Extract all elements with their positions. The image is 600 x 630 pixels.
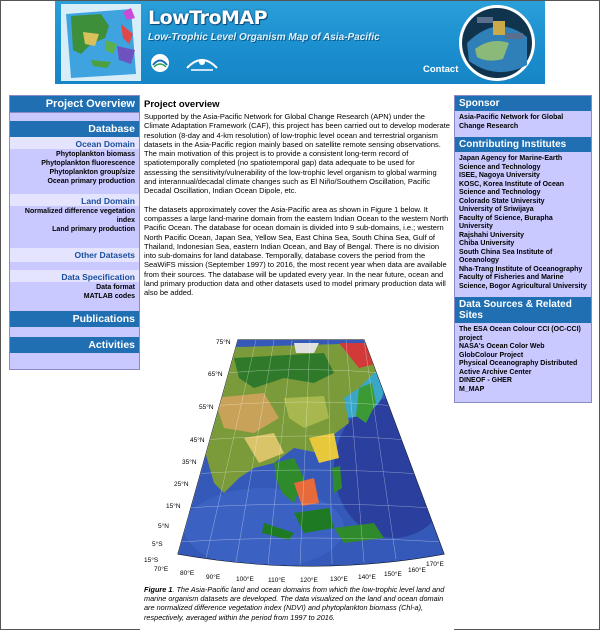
right-sidebar [454,95,592,403]
institute-link[interactable]: Rajshahi University [459,231,524,239]
asia-pacific-domain-map [144,328,450,586]
lat-label-5n: 5°N [158,523,169,530]
lon-label-150e: 150°E [384,571,402,578]
nav-item-phytoplankton-group-size[interactable]: Phytoplankton group/size [49,169,135,176]
site-logo-subtitle: Low-Trophic Level Organism Map of Asia-Pacific [148,32,380,43]
sponsor-link-apn[interactable]: Asia-Pacific Network for Global Change Research [459,114,564,130]
lat-label-15s: 15°S [144,557,159,564]
nav-ocean-domain[interactable]: Ocean Domain [10,137,139,149]
institute-link[interactable]: Japan Agency for Marine-Earth Science and Technology [459,155,563,171]
institute-link[interactable]: University of Sriwijaya [459,206,534,213]
lat-label-55n: 55°N [199,404,214,411]
lon-label-140e: 140°E [358,574,376,581]
figure-caption-label: Figure 1 [144,585,173,594]
nav-data-specification[interactable]: Data Specification [10,270,139,282]
data-spec-list [10,282,139,301]
banner-map-image [61,4,141,81]
source-link[interactable]: Physical Oceanography Distributed Active Archive Center [459,360,578,376]
nav-item-ndvi[interactable]: Normalized difference vegetation index [24,208,135,224]
overview-paragraph-1: Supported by the Asia-Pacific Network for Global Change Research (APN) under the Climate Adaptation Framework (CAF), this project has been carried out to develop moderate resolution (8-day and 4-km resolution) of low-trophic level ocean and terrestrial organism datasets in the Asia-Pacific region mainly based on satellite remote sensing observations. The main motivation of this project is to provide a consistent long-term record of spatiotemporally completed (no spatiotemporal gap) data adequate to be used for assessing the sensitivity/vulnerability of the low-trophic level organism to global warming and interannual/decadal climate changes such as El Niño/Southern Oscillation, Pacific Decadal Oscillation, Indian Ocean Dipole, etc. [144,112,450,196]
nav-publications[interactable]: Publications [10,311,139,327]
nav-item-ocean-primary-production[interactable]: Ocean primary production [47,178,135,185]
nav-item-data-format[interactable]: Data format [96,284,135,291]
land-domain-list [10,206,139,234]
institute-link[interactable]: Nha-Trang Institute of Oceanography [459,265,583,273]
lat-label-65n: 65°N [208,371,223,378]
lat-label-25n: 25°N [174,481,189,488]
source-link[interactable]: DINEOF - GHER [459,377,512,384]
lon-label-120e: 120°E [300,577,318,584]
nav-item-phytoplankton-fluorescence[interactable]: Phytoplankton fluorescence [41,160,135,167]
figure-caption-text: . The Asia-Pacific land and ocean domains from which the low-trophic level land and marine organism datasets are developed. The data visualized on the land and ocean domain are normalized difference vegetation index (NDVI) and phytoplankton biomass (Chl-a), respectively, averaged within the period from 1997 to 2016. [144,585,445,622]
sponsor-list [455,111,591,137]
lon-label-70e: 70°E [154,566,169,573]
overview-paragraph-2: The datasets approximately cover the Asia-Pacific area as shown in Figure 1 below. It compasses a large land-marine domain from the eastern Indian Ocean to the western North Pacific Ocean. The database for ocean domain is divided into 9 sub-domains, i.e.; western North Pacific Ocean, Japan Sea, Yellow Sea, East China Sea, South China Sea, Gulf of Thailand, Indonesian Sea, eastern Indian Ocean, and Bay of Bengal. There is no division into sub-domains for land database. Temporally, database covers the period from the SeaWiFS mission (September 1997) to 2016, the most recent year when data are available from their sources. The database will be updated every year. In the near future, ocean and land primary production data and other datasets used to model primary production data will also be added. [144,204,449,298]
source-link[interactable]: NASA's Ocean Color Web [459,343,545,350]
ocean-domain-list [10,149,139,186]
source-link[interactable]: The ESA Ocean Colour CCI (OC-CCI) project [459,326,581,342]
institutes-header: Contributing Institutes [455,137,591,152]
apn-logo-icon [185,52,219,74]
lat-label-75n: 75°N [216,339,231,346]
nav-database-header[interactable]: Database [10,121,139,137]
lat-label-45n: 45°N [190,437,205,444]
lon-label-130e: 130°E [330,576,348,583]
nav-activities[interactable]: Activities [10,337,139,353]
source-link[interactable]: GlobColour Project [459,351,524,359]
institute-link[interactable]: Faculty of Fisheries and Marine Science, Bogor Agricultural University [459,274,587,290]
institute-link[interactable]: Chiba University [459,240,515,247]
lat-label-5s: 5°S [152,541,163,548]
sources-list [455,323,591,398]
lon-label-160e: 160°E [408,567,426,574]
institutes-list [455,152,591,297]
nav-item-phytoplankton-biomass[interactable]: Phytoplankton biomass [56,151,135,158]
nav-item-land-primary-production[interactable]: Land primary production [52,226,135,233]
lon-label-110e: 110°E [268,577,286,584]
nav-project-overview[interactable]: Project Overview [10,96,139,113]
institute-link[interactable]: KOSC, Korea Institute of Ocean Science and Technology [459,180,565,196]
nav-land-domain[interactable]: Land Domain [10,194,139,206]
lat-label-15n: 15°N [166,503,181,510]
nav-other-datasets[interactable]: Other Datasets [10,248,139,262]
main-content [140,95,454,630]
satellite-globe-image [455,3,539,83]
partner-logo-icon [148,52,176,74]
institute-link[interactable]: Colorado State University [459,197,545,205]
left-sidebar [9,95,140,370]
lon-label-90e: 90°E [206,574,221,581]
nav-item-matlab-codes[interactable]: MATLAB codes [83,293,135,300]
institute-link[interactable]: Faculty of Science, Burapha University [459,214,553,230]
sponsor-header: Sponsor [455,96,591,111]
site-banner [55,1,545,84]
institute-link[interactable]: South China Sea Institute of Oceanology [459,248,553,264]
site-logo-title[interactable]: LowTroMAP [148,7,268,29]
sources-header: Data Sources & Related Sites [455,297,591,323]
lon-label-170e: 170°E [426,561,444,568]
lon-label-100e: 100°E [236,576,254,583]
figure-caption [144,585,450,622]
page-title: Project overview [144,99,220,110]
contact-link[interactable]: Contact [423,64,459,75]
source-link[interactable]: M_MAP [459,385,485,393]
institute-link[interactable]: ISEE, Nagoya University [459,172,540,179]
lat-label-35n: 35°N [182,459,197,466]
lon-label-80e: 80°E [180,570,195,577]
